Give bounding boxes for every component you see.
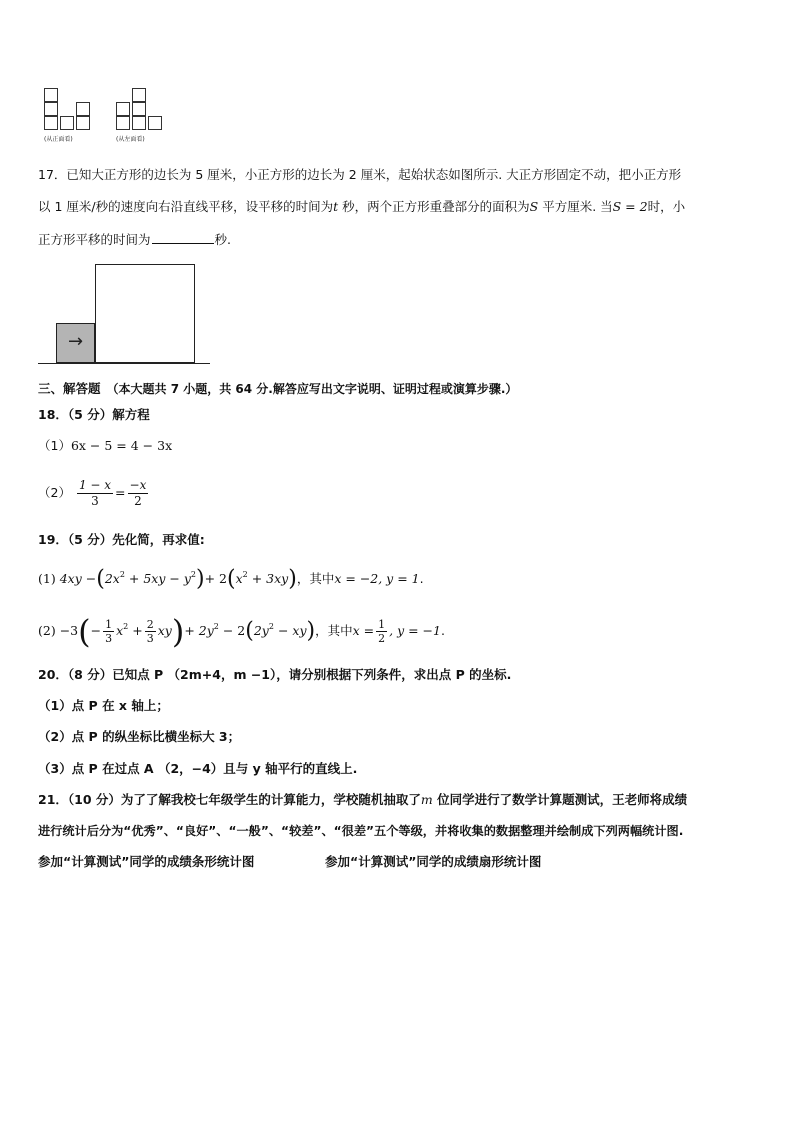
q18-heading: 18．（5 分）解方程	[38, 407, 150, 422]
front-view-caption: (从正面看)	[44, 136, 73, 143]
q19-heading: 19．（5 分）先化简，再求值:	[38, 532, 205, 547]
left-view-caption: (从左面看)	[116, 136, 145, 143]
pie-chart-title: 参加“计算测试”同学的成绩扇形统计图	[325, 854, 542, 869]
right-arrow-icon: →	[67, 331, 84, 352]
base-line	[38, 363, 210, 364]
left-view-figure	[112, 86, 172, 150]
q20-heading: 20．（8 分）已知点 P （2m+4，m −1），请分别根据下列条件，求出点 P 的坐标.	[38, 667, 512, 682]
large-square	[95, 264, 195, 363]
q17-line3: 正方形平移的时间为 秒.	[38, 232, 231, 247]
q20-condition-2: （2）点 P 的纵坐标比横坐标大 3；	[38, 729, 241, 744]
square-translation-figure	[38, 262, 213, 366]
q17-line1: 17．已知大正方形的边长为 5 厘米，小正方形的边长为 2 厘米，起始状态如图所示. 大正方形固定不动，把小正方形	[38, 167, 682, 182]
front-view-figure	[40, 86, 100, 150]
section-3-heading: 三、解答题 （本大题共 7 小题，共 64 分.解答应写出文字说明、证明过程或演算步骤.）	[38, 381, 518, 396]
q20-condition-3: （3）点 P 在过点 A （2，−4）且与 y 轴平行的直线上.	[38, 761, 358, 776]
answer-blank[interactable]	[152, 230, 214, 244]
q21-line2: 进行统计后分为“优秀”、“良好”、“一般”、“较差”、“很差”五个等级，并将收集的数据整理并绘制成下列两幅统计图.	[38, 824, 684, 838]
bar-chart-title: 参加“计算测试”同学的成绩条形统计图	[38, 854, 255, 869]
q20-condition-1: （1）点 P 在 x 轴上；	[38, 698, 169, 713]
q19-part1: (1) $4xy -(2x^2 + 5xy - y^2)+ 2(x^2 + 3xy)$，其中x = −2, y = 1.	[38, 566, 424, 592]
q17-line2: 以 1 厘米/秒的速度向右沿直线平移，设平移的时间为t 秒，两个正方形重叠部分的面积为S 平方厘米. 当S = 2时，小	[38, 199, 686, 214]
q18-part1: （1）6x − 5 = 4 − 3x	[38, 438, 173, 453]
q19-part2: (2) −3(− $\frac{1}{3}$ $x^2$ + $\frac{2}{3}$ $xy)+ 2y^2 - 2(2y^2 - xy)$，其中x = $\frac{1}{2}$ , y = −1.	[38, 612, 445, 651]
q18-part2: （2） $\frac{1 - x}{3}$ = $\frac{-x}{2}$	[38, 478, 147, 508]
q21-line1: 21．（10 分）为了了解我校七年级学生的计算能力，学校随机抽取了m 位同学进行了数学计算题测试，王老师将成绩	[38, 792, 688, 807]
small-square	[56, 323, 95, 363]
